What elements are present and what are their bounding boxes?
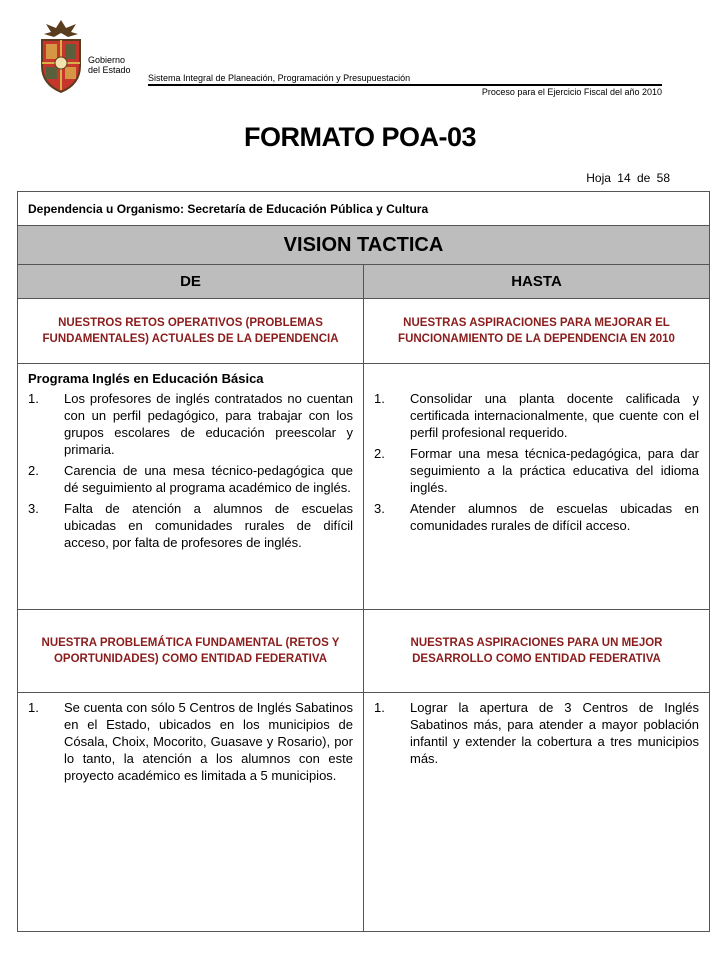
item-text: Consolidar una planta docente calificada y certificada internacionalmente, que cuente con el perfil profesional requerido. xyxy=(410,391,699,440)
item-text: Los profesores de inglés contratados no cuentan con un perfil pedagógico, para trabajar con los grupos escolares de educación preescolar y primaria. xyxy=(64,391,353,457)
section2-body-row xyxy=(18,693,710,932)
vision-title: VISION TACTICA xyxy=(18,226,710,265)
page-title: FORMATO POA-03 xyxy=(243,122,477,152)
poa-table xyxy=(17,191,710,932)
desarrollo-list xyxy=(374,699,699,767)
item-text: Formar una mesa técnica-pedagógica, para dar seguimiento a la práctica educativa del idioma inglés. xyxy=(410,446,699,495)
section1-right-header: NUESTRAS ASPIRACIONES PARA MEJORAR EL FUNCIONAMIENTO DE LA DEPENDENCIA EN 2010 xyxy=(364,299,710,364)
item-number: 1. xyxy=(28,391,39,406)
list-item xyxy=(28,462,353,496)
item-text: Se cuenta con sólo 5 Centros de Inglés Sabatinos en el Estado, ubicados en los municipios de Cósala, Choix, Mocorito, Guasave y Rosario), por lo tanto, la atención a los alumnos con este proyecto académico es limitada a 5 municipios. xyxy=(64,700,353,783)
retos-list xyxy=(28,390,353,551)
gobierno-line1: Gobierno xyxy=(88,55,126,65)
list-item xyxy=(28,390,353,458)
section2-left-cell xyxy=(18,693,364,932)
item-text: Carencia de una mesa técnico-pedagógica que dé seguimiento al programa académico de inglés. xyxy=(64,463,353,495)
col-hasta-header: HASTA xyxy=(364,265,710,299)
list-item xyxy=(28,699,353,784)
section1-left-header: NUESTROS RETOS OPERATIVOS (PROBLEMAS FUNDAMENTALES) ACTUALES DE LA DEPENDENCIA xyxy=(18,299,364,364)
section1-header-row xyxy=(18,299,710,364)
item-number: 2. xyxy=(374,446,385,461)
header-rule xyxy=(148,84,662,86)
item-number: 1. xyxy=(374,391,385,406)
section1-left-cell xyxy=(18,364,364,610)
gobierno-label xyxy=(88,55,131,75)
problematica-list xyxy=(28,699,353,784)
item-number: 3. xyxy=(28,501,39,516)
section2-header-row xyxy=(18,610,710,693)
list-item xyxy=(374,390,699,441)
page-counter: Hoja 14 de 58 xyxy=(586,171,670,185)
list-item xyxy=(374,500,699,534)
list-item xyxy=(28,500,353,551)
item-text: Atender alumnos de escuelas ubicadas en comunidades rurales de difícil acceso. xyxy=(410,501,699,533)
vision-row xyxy=(18,226,710,265)
dependencia-cell: Dependencia u Organismo: Secretaría de Educación Pública y Cultura xyxy=(18,192,710,226)
col-de-header: DE xyxy=(18,265,364,299)
list-item xyxy=(374,445,699,496)
item-text: Lograr la apertura de 3 Centros de Inglés Sabatinos más, para atender a mayor población infantil y extender la cobertura a tres municipios más. xyxy=(410,700,699,766)
item-number: 3. xyxy=(374,501,385,516)
dependencia-row xyxy=(18,192,710,226)
item-number: 2. xyxy=(28,463,39,478)
section1-body-row xyxy=(18,364,710,610)
gobierno-line2: del Estado xyxy=(88,65,131,75)
sistema-label: Sistema Integral de Planeación, Programación y Presupuestación xyxy=(148,73,411,83)
section1-right-cell xyxy=(364,364,710,610)
item-text: Falta de atención a alumnos de escuelas ubicadas en comunidades rurales de difícil acceso, por falta de profesores de inglés. xyxy=(64,501,353,550)
de-hasta-row xyxy=(18,265,710,299)
section2-right-header: NUESTRAS ASPIRACIONES PARA UN MEJOR DESARROLLO COMO ENTIDAD FEDERATIVA xyxy=(364,610,710,693)
item-number: 1. xyxy=(374,700,385,715)
list-item xyxy=(374,699,699,767)
aspiraciones-list xyxy=(374,390,699,534)
item-number: 1. xyxy=(28,700,39,715)
program-title: Programa Inglés en Educación Básica xyxy=(28,371,264,386)
state-seal-icon xyxy=(36,18,86,96)
proceso-label: Proceso para el Ejercicio Fiscal del año 2010 xyxy=(481,87,662,97)
section2-left-header: NUESTRA PROBLEMÁTICA FUNDAMENTAL (RETOS Y OPORTUNIDADES) COMO ENTIDAD FEDERATIVA xyxy=(18,610,364,693)
section2-right-cell xyxy=(364,693,710,932)
